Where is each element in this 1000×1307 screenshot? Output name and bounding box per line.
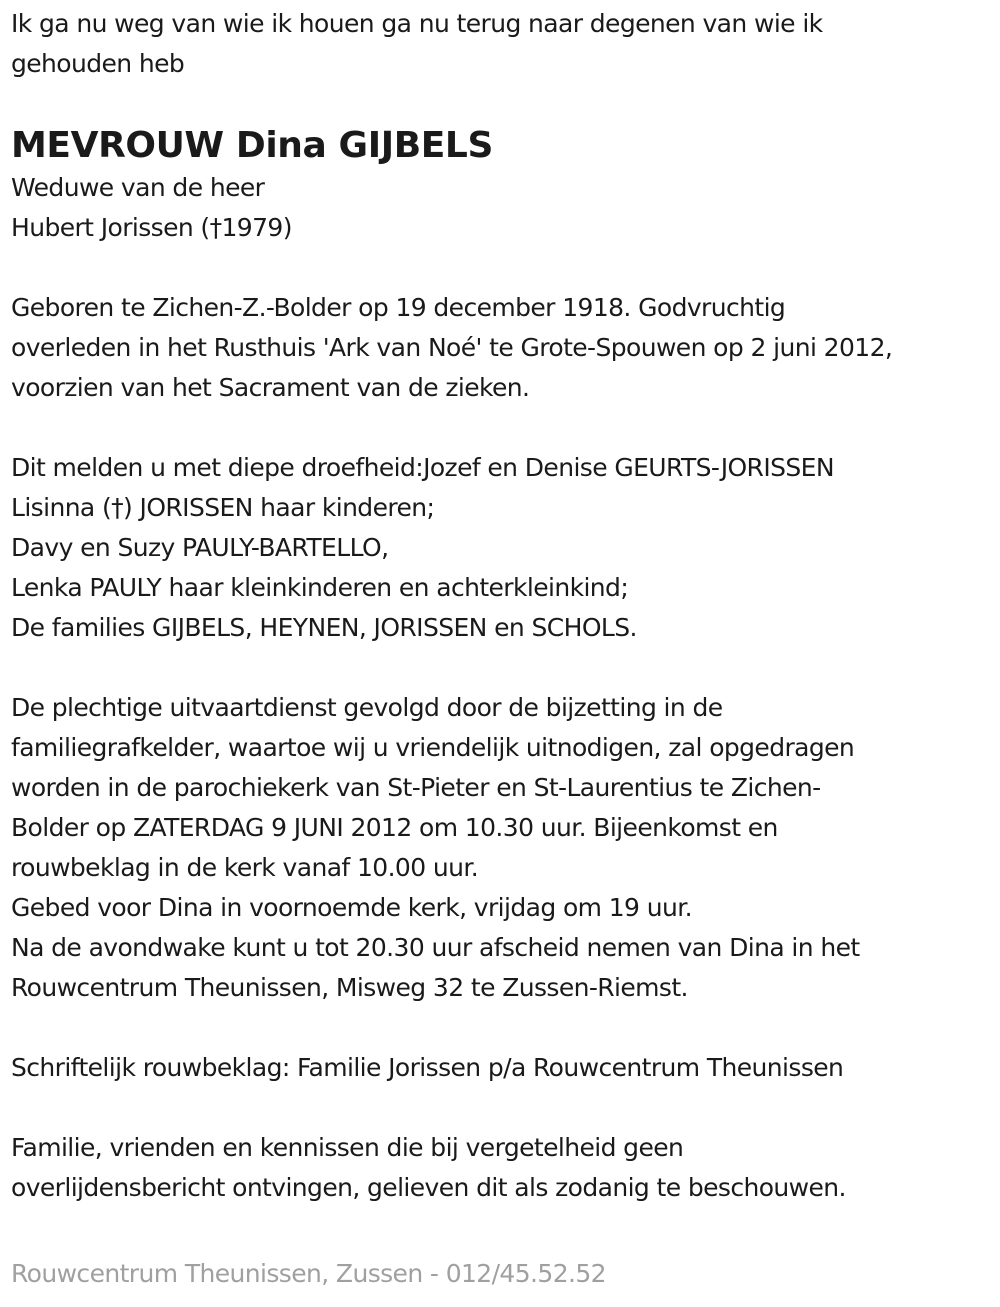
paragraph-line: Rouwcentrum Theunissen, Misweg 32 te Zussen-Riemst.	[11, 973, 688, 1002]
relation-line: Hubert Jorissen (†1979)	[11, 213, 292, 242]
birth-death-paragraph	[11, 288, 991, 408]
paragraph-line: Gebed voor Dina in voornoemde kerk, vrijdag om 19 uur.	[11, 893, 692, 922]
paragraph-line: Lisinna (†) JORISSEN haar kinderen;	[11, 493, 435, 522]
paragraph-line: overlijdensbericht ontvingen, gelieven dit als zodanig te beschouwen.	[11, 1173, 846, 1202]
condolence-line: Schriftelijk rouwbeklag: Familie Jorissen p/a Rouwcentrum Theunissen	[11, 1053, 844, 1082]
notice-paragraph	[11, 1128, 991, 1208]
motto	[11, 4, 991, 84]
paragraph-line: voorzien van het Sacrament van de zieken.	[11, 373, 530, 402]
funeral-home-footer: Rouwcentrum Theunissen, Zussen - 012/45.52.52	[11, 1259, 606, 1288]
paragraph-line: Geboren te Zichen-Z.-Bolder op 19 december 1918. Godvruchtig	[11, 293, 786, 322]
family-paragraph	[11, 448, 991, 648]
motto-line: Ik ga nu weg van wie ik houen ga nu terug naar degenen van wie ik	[11, 9, 823, 38]
paragraph-line: rouwbeklag in de kerk vanaf 10.00 uur.	[11, 853, 479, 882]
paragraph-line: Davy en Suzy PAULY-BARTELLO,	[11, 533, 389, 562]
deceased-name: MEVROUW Dina GIJBELS	[11, 125, 493, 166]
paragraph-line: Bolder op ZATERDAG 9 JUNI 2012 om 10.30 uur. Bijeenkomst en	[11, 813, 778, 842]
paragraph-line: Dit melden u met diepe droefheid:Jozef en Denise GEURTS-JORISSEN	[11, 453, 834, 482]
paragraph-line: worden in de parochiekerk van St-Pieter en St-Laurentius te Zichen-	[11, 773, 821, 802]
paragraph-line: Lenka PAULY haar kleinkinderen en achterkleinkind;	[11, 573, 629, 602]
paragraph-line: De families GIJBELS, HEYNEN, JORISSEN en SCHOLS.	[11, 613, 637, 642]
paragraph-line: De plechtige uitvaartdienst gevolgd door de bijzetting in de	[11, 693, 723, 722]
paragraph-line: Na de avondwake kunt u tot 20.30 uur afscheid nemen van Dina in het	[11, 933, 860, 962]
obituary-text	[11, 4, 991, 1208]
paragraph-line: familiegrafkelder, waartoe wij u vriendelijk uitnodigen, zal opgedragen	[11, 733, 855, 762]
paragraph-line: overleden in het Rusthuis 'Ark van Noé' te Grote-Spouwen op 2 juni 2012,	[11, 333, 893, 362]
service-paragraph	[11, 688, 991, 1008]
relation-line: Weduwe van de heer	[11, 173, 265, 202]
motto-line: gehouden heb	[11, 49, 185, 78]
paragraph-line: Familie, vrienden en kennissen die bij vergetelheid geen	[11, 1133, 684, 1162]
